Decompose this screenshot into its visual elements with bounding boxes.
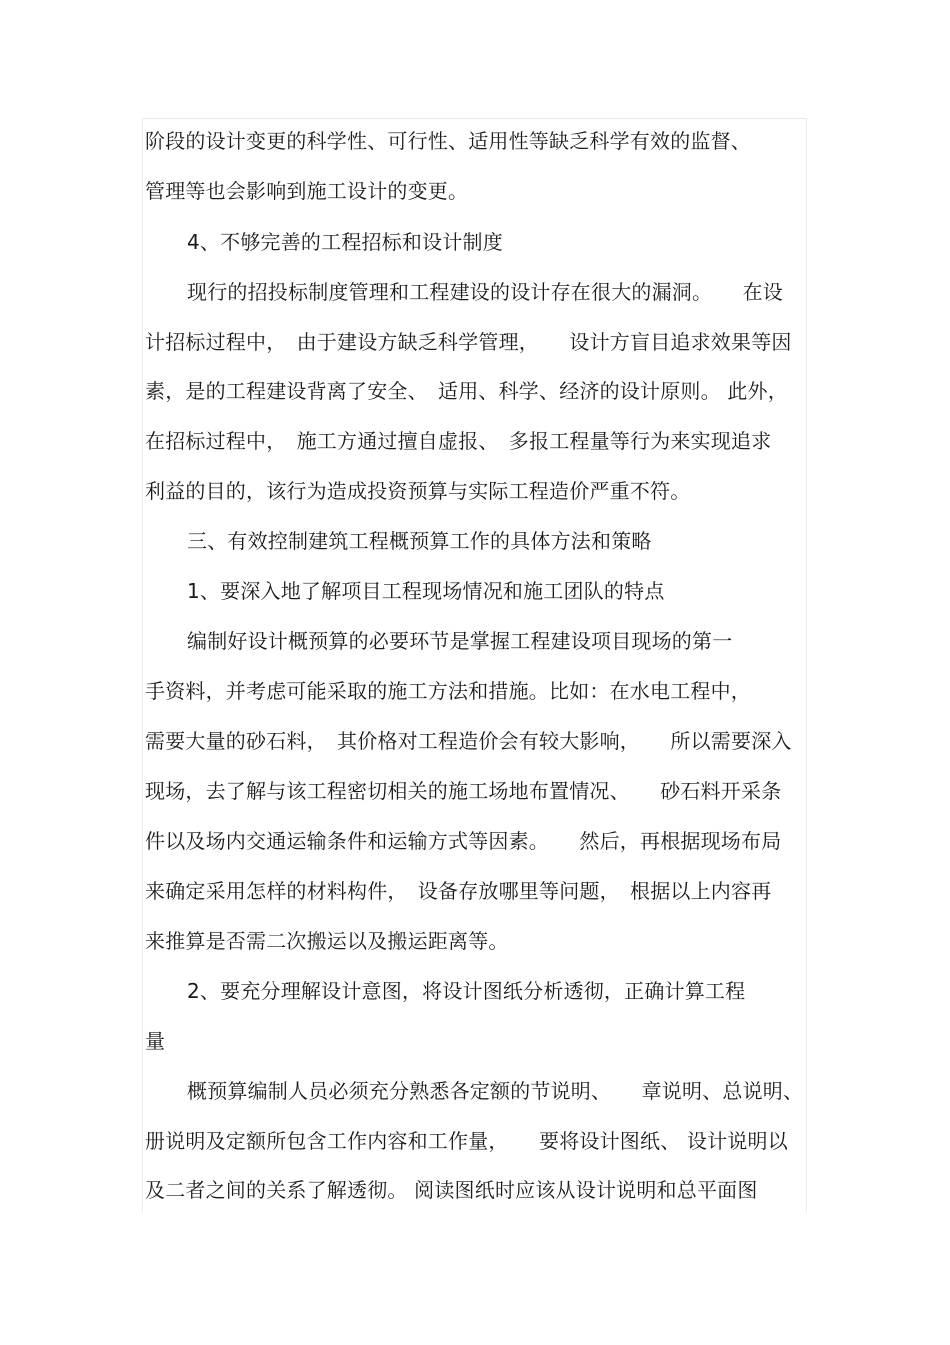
text-line: 现行的招投标制度管理和工程建设的设计存在很大的漏洞。 在设: [187, 280, 783, 304]
text-line: 素，是的工程建设背离了安全、 适用、科学、经济的设计原则。 此外，: [145, 379, 788, 403]
section-heading: 1、要深入地了解项目工程现场情况和施工团队的特点: [187, 579, 665, 603]
text-line: 概预算编制人员必须充分熟悉各定额的节说明、 章说明、总说明、: [187, 1079, 804, 1103]
section-heading: 4、不够完善的工程招标和设计制度: [187, 230, 503, 254]
text-line: 在招标过程中， 施工方通过擅自虚报、 多报工程量等行为来实现追求: [145, 429, 772, 453]
section-heading: 2、要充分理解设计意图，将设计图纸分析透彻，正确计算工程: [187, 979, 746, 1003]
text-line: 手资料，并考虑可能采取的施工方法和措施。比如：在水电工程中，: [145, 679, 751, 703]
text-line: 计招标过程中， 由于建设方缺乏科学管理， 设计方盲目追求效果等因: [145, 330, 792, 354]
text-line: 编制好设计概预算的必要环节是掌握工程建设项目现场的第一: [187, 629, 733, 653]
text-line: 阶段的设计变更的科学性、可行性、适用性等缺乏科学有效的监督、: [145, 129, 751, 153]
text-line: 利益的目的，该行为造成投资预算与实际工程造价严重不符。: [145, 479, 691, 503]
section-heading: 量: [145, 1029, 166, 1053]
text-line: 需要大量的砂石料， 其价格对工程造价会有较大影响， 所以需要深入: [145, 729, 792, 753]
text-line: 件以及场内交通运输条件和运输方式等因素。 然后，再根据现场布局: [145, 829, 782, 853]
text-line: 及二者之间的关系了解透彻。 阅读图纸时应该从设计说明和总平面图: [145, 1178, 758, 1202]
text-line: 来推算是否需二次搬运以及搬运距离等。: [145, 929, 509, 953]
text-line: 现场，去了解与该工程密切相关的施工场地布置情况、 砂石料开采条: [145, 779, 782, 803]
text-line: 册说明及定额所包含工作内容和工作量， 要将设计图纸、 设计说明以: [145, 1129, 788, 1153]
text-line: 管理等也会影响到施工设计的变更。: [145, 179, 469, 203]
text-line: 来确定采用怎样的材料构件， 设备存放哪里等问题， 根据以上内容再: [145, 879, 772, 903]
section-heading: 三、有效控制建筑工程概预算工作的具体方法和策略: [187, 529, 652, 553]
